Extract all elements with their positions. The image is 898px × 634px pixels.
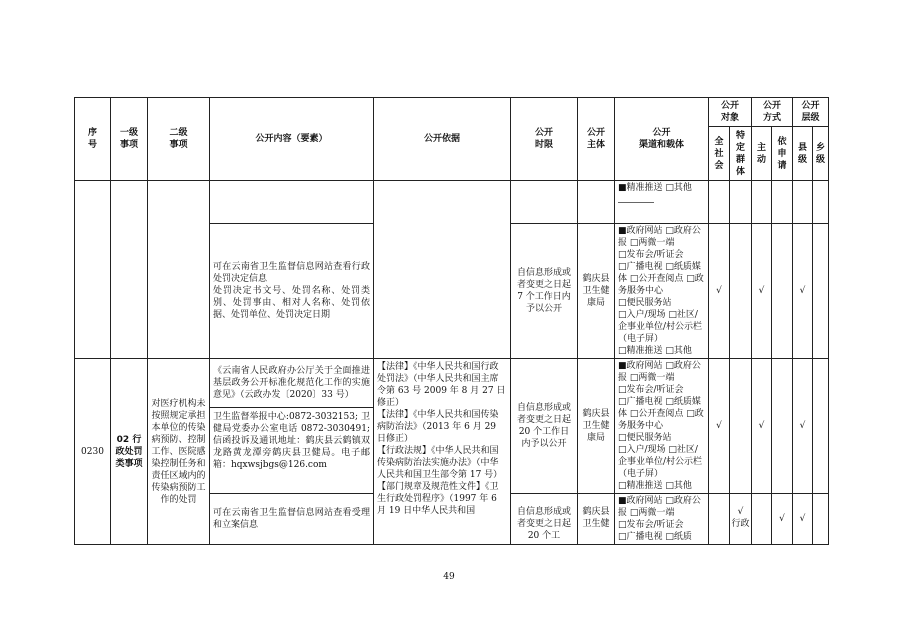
cell-r1-active [752,181,772,224]
header-method-request: 依 申 请 [772,127,793,181]
cell-level2: 对医疗机构未按照规定承担本单位的传染病预防、控制工作、医院感染控制任务和责任区域内的传染病预防工作的处罚 [148,359,210,545]
cell-r3-all: √ [709,359,730,494]
cell-subject-r3: 鹤庆县卫生健康局 [578,359,615,494]
divider [618,202,654,203]
header-target-specific: 特 定 群 体 [730,127,752,181]
cell-r3-county: √ [793,359,813,494]
channel-r1-text: ■精准推送 □其他 [618,183,692,193]
cell-r4-county: √ [793,494,813,545]
cell-r4-township [813,494,829,545]
header-method-active: 主 动 [752,127,772,181]
header-content: 公开内容（要素） [210,98,374,181]
cell-r3-specific [730,359,752,494]
header-level: 公开 层级 [793,98,829,127]
cell-r1-all [709,181,730,224]
cell-seq: 0230 [75,359,111,545]
cell-time-r4: 自信息形成或者变更之日起 20 个工 [511,494,578,545]
cell-basis-prev [374,181,511,359]
cell-content-r3b: 卫生监督举报中心:0872-3032153; 卫健局党委办公室电话 0872-3030491; 信函投诉及通讯地址：鹤庆县云鹤镇双龙路黄龙潭旁鹤庆县卫健局。电子邮箱：hqxwsjbgs@126.com [210,407,374,493]
cell-content-r1 [210,181,374,224]
cell-r2-request [772,224,793,359]
cell-subject-r1 [578,181,615,224]
cell-r1-township [813,181,829,224]
cell-seq-prev [75,181,111,359]
header-target-all: 全 社 会 [709,127,730,181]
cell-channel-r1 [615,181,709,224]
header-time-limit: 公开 时限 [511,98,578,181]
header-level1: 一级 事项 [111,98,148,181]
cell-time-r2: 自信息形成或者变更之日起 7 个工作日内予以公开 [511,224,578,359]
cell-content-r2: 可在云南省卫生监督信息网站查看行政处罚决定信息 处罚决定书文号、处罚名称、处罚类别、处罚事由、相对人名称、处罚依据、处罚单位、处罚决定日期 [210,224,374,359]
cell-subject-r2: 鹤庆县卫生健康局 [578,224,615,359]
header-method: 公开 方式 [752,98,793,127]
cell-level1: 02 行政处罚类事项 [111,359,148,545]
cell-content-r3a: 《云南省人民政府办公厅关于全面推进基层政务公开标准化规范化工作的实施意见》（云政办发〔2020〕33 号） [210,359,374,408]
cell-basis-r3: 【法律】《中华人民共和国行政处罚法》（中华人民共和国主席令第 63 号 2009 年 8 月 27 日修正） 【法律】《中华人民共和国传染病防治法》（2013 年 6 月 29 日修正） 【行政法规】《中华人民共和国传染病防治法实施办法》（中华人民共和国卫生部令第 17 号） 【部门规章及规范性文件】《卫生行政处罚程序》（1997 年 6 月 19 日中华人民共和国 [374,359,511,545]
header-level-township: 乡 级 [813,127,829,181]
cell-r2-township [813,224,829,359]
header-level2: 二级 事项 [148,98,210,181]
cell-r1-request [772,181,793,224]
cell-time-r3: 自信息形成或者变更之日起 20 个工作日内予以公开 [511,359,578,494]
cell-r4-request: √ [772,494,793,545]
header-subject: 公开 主体 [578,98,615,181]
cell-r4-all [709,494,730,545]
cell-content-r4: 可在云南省卫生监督信息网站查看受理和立案信息 [210,494,374,545]
disclosure-table [74,97,829,545]
cell-r2-active: √ [752,224,772,359]
header-channel: 公开 渠道和载体 [615,98,709,181]
cell-r2-all: √ [709,224,730,359]
cell-r2-county: √ [793,224,813,359]
header-basis: 公开依据 [374,98,511,181]
cell-r1-specific [730,181,752,224]
cell-subject-r4: 鹤庆县卫生健 [578,494,615,545]
header-seq: 序 号 [75,98,111,181]
cell-channel-r4: ■政府网站 □政府公报 □两微一端 □发布会/听证会 □广播电视 □纸质 [615,494,709,545]
cell-r1-county [793,181,813,224]
cell-r4-specific: √ 行政 [730,494,752,545]
page-number: 49 [443,572,455,582]
cell-level1-prev [111,181,148,359]
header-level-county: 县 级 [793,127,813,181]
header-target: 公开 对象 [709,98,752,127]
cell-r3-active: √ [752,359,772,494]
cell-level2-prev [148,181,210,359]
cell-time-r1 [511,181,578,224]
cell-r4-active [752,494,772,545]
cell-r2-specific [730,224,752,359]
cell-channel-r3: ■政府网站 □政府公报 □两微一端 □发布会/听证会 □广播电视 □纸质媒体 □公开查阅点 □政务服务中心 □便民服务站 □入户/现场 □社区/企事业单位/村公示栏（电子屏） □精准推送 □其他 [615,359,709,494]
cell-r3-township [813,359,829,494]
cell-r3-request [772,359,793,494]
cell-channel-r2: ■政府网站 □政府公报 □两微一端 □发布会/听证会 □广播电视 □纸质媒体 □公开查阅点 □政务服务中心 □便民服务站 □入户/现场 □社区/企事业单位/村公示栏（电子屏） □精准推送 □其他 [615,224,709,359]
